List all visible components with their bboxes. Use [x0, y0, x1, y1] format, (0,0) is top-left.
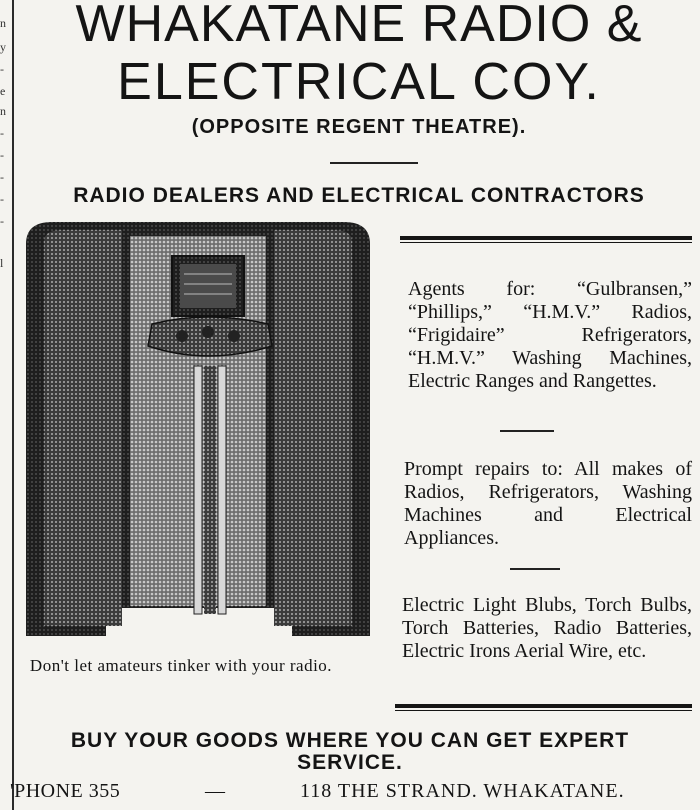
double-rule — [400, 236, 692, 243]
street-address: 118 THE STRAND. WHAKATANE. — [300, 780, 625, 802]
margin-fragment: - — [0, 62, 4, 76]
margin-fragment: y — [0, 40, 6, 54]
image-caption: Don't let amateurs tinker with your radio. — [29, 656, 333, 675]
margin-fragment: n — [0, 104, 6, 118]
double-rule — [395, 704, 692, 711]
margin-fragment: - — [0, 126, 4, 140]
radio-cabinet-illustration — [22, 216, 374, 644]
column-divider — [12, 0, 14, 810]
margin-fragment: n — [0, 16, 6, 30]
margin-fragment: l — [0, 256, 4, 270]
slogan: BUY YOUR GOODS WHERE YOU CAN GET EXPERT SERVICE. — [70, 729, 630, 774]
short-divider — [510, 568, 560, 570]
footer-separator: — — [205, 780, 225, 802]
margin-fragment: - — [0, 214, 4, 228]
short-divider — [330, 162, 418, 164]
margin-fragment: - — [0, 148, 4, 162]
margin-fragment: - — [0, 192, 4, 206]
supplies-paragraph: Electric Light Blubs, Torch Bulbs, Torch Batteries, Radio Batteries, Electric Irons Aerial Wire, etc. — [402, 594, 692, 662]
phone-number: 'PHONE 355 — [10, 780, 121, 802]
tagline: RADIO DEALERS AND ELECTRICAL CONTRACTORS — [73, 184, 645, 207]
short-divider — [500, 430, 554, 432]
repairs-paragraph: Prompt repairs to: All makes of Radios, Refrigerators, Washing Machines and Electrical Appliances. — [404, 458, 692, 549]
agents-paragraph: Agents for: “Gulbransen,” “Phillips,” “H.M.V.” Radios, “Frigidaire” Refrigerators, “H.M.V.” Washing Machines, Electric Ranges and Rangettes. — [408, 278, 692, 392]
advert-title-line-1: WHAKATANE RADIO & — [75, 0, 643, 53]
margin-fragment: e — [0, 84, 6, 98]
location-note: (OPPOSITE REGENT THEATRE). — [191, 116, 527, 138]
margin-fragment: - — [0, 170, 4, 184]
advert-title-line-2: ELECTRICAL COY. — [117, 53, 601, 111]
